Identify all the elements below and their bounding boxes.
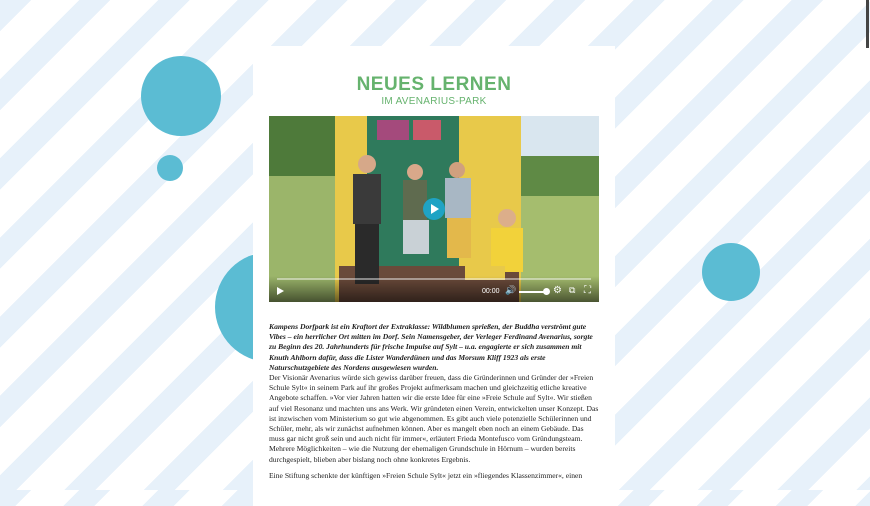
- article-continuation: Eine Stiftung schenkte der künftigen »Freien Schule Sylt« jetzt ein »fliegendes Klassenzimmer«, einen: [269, 470, 583, 480]
- decorative-circle-large: [141, 56, 221, 136]
- article-text: [269, 322, 601, 481]
- volume-knob[interactable]: [543, 288, 550, 295]
- video-time: 00:00: [482, 288, 500, 295]
- settings-gear-icon[interactable]: ⚙: [553, 285, 562, 296]
- play-icon[interactable]: [277, 287, 284, 295]
- volume-icon[interactable]: 🔊: [505, 286, 517, 296]
- page-title: NEUES LERNEN: [356, 74, 512, 95]
- video-progress-bar[interactable]: [277, 278, 591, 280]
- article-card: [253, 46, 615, 506]
- page-subtitle: IM AVENARIUS-PARK: [381, 96, 487, 107]
- fullscreen-icon[interactable]: ⛶: [584, 285, 591, 296]
- decorative-circle-small: [157, 155, 183, 181]
- play-button[interactable]: [423, 198, 445, 220]
- video-controls: [269, 276, 599, 302]
- article-lead: Kampens Dorfpark ist ein Kraftort der Extraklasse: Wildblumen sprießen, der Buddha verströmt gute Vibes – ein herrlicher Ort mitten im Dorf. Sein Namensgeber, der Verleger Ferdinand Avenarius, sorgte zu Beginn des 20. Jahrhunderts für frische Impulse auf Sylt – u.a. engagierte er sich zusammen mit Knuth Ahlborn dafür, dass die Lister Wanderdünen und das Morsum Kliff 1923 als erste Naturschutzgebiete des Nordens ausgewiesen wurden.: [269, 322, 593, 372]
- popout-icon[interactable]: ⧉: [569, 286, 576, 296]
- decorative-circle-right: [702, 243, 760, 301]
- article-body: Der Visionär Avenarius würde sich gewiss darüber freuen, dass die Gründerinnen und Gründer der »Freien Schule Sylt« in seinem Park auf ihr großes Projekt aufmerksam machen und gleichzeitig etliche kreative Angebote schaffen. »Vor vier Jahren hatten wir die erste Idee für eine »Freie Schule auf Sylt«. Wir stießen auf viel Resonanz und machten uns ans Werk. Wir gründeten einen Verein, entwickelten unser Konzept. Das ist inzwischen vom Ministerium so gut wie abgenommen. Es gibt auch viele potenzielle Schülerinnen und Schüler, mehr, als wir zunächst aufnehmen können. Aber es mangelt eben noch an einem Gebäude. Das muss gar nicht groß sein und auch nicht für immer«, erläutert Frieda Montefusco vom Gründungsteam. Mehrere Möglichkeiten – wie die Nutzung der ehemaligen Grundschule in Hörnum – wurden bereits durchgespielt, blieben aber bislang noch ohne konkretes Ergebnis.: [269, 373, 599, 464]
- page-scrollbar[interactable]: [866, 0, 869, 48]
- video-player[interactable]: [269, 116, 599, 302]
